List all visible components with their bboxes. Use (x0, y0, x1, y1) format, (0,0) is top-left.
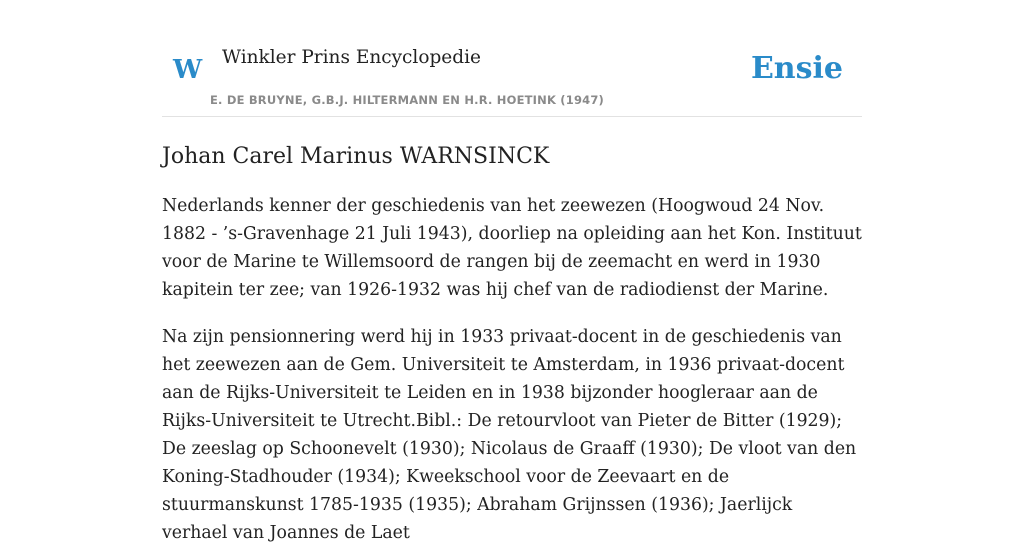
source-authors: E. DE BRUYNE, G.B.J. HILTERMANN EN H.R. HOETINK (1947) (210, 93, 605, 107)
article-paragraph: Nederlands kenner der geschiedenis van het zeewezen (Hoogwoud 24 Nov. 1882 - ’s-Gravenhage 21 Juli 1943), doorliep na opleiding aan het Kon. Instituut voor de Marine te Willemsoord de rangen bij de zeemacht en werd in 1930 kapitein ter zee; van 1926-1932 was hij chef van de radiodienst der Marine. (162, 196, 862, 300)
page-container (162, 0, 862, 547)
source-title[interactable]: Winkler Prins Encyclopedie (222, 47, 481, 68)
article-paragraph: Na zijn pensionnering werd hij in 1933 privaat-docent in de geschiedenis van het zeewezen aan de Gem. Universiteit te Amsterdam, in 1936 privaat-docent aan de Rijks-Universiteit te Leiden en in 1938 bijzonder hoogleraar aan de Rijks-Universiteit te Utrecht.Bibl.: De retourvloot van Pieter de Bitter (1929); De zeeslag op Schoonevelt (1930); Nicolaus de Graaff (1930); De vloot van den Koning-Stadhouder (1934); Kweekschool voor de Zeevaart en de stuurmanskunst 1785-1935 (1935); Abraham Grijnssen (1936); Jaerlijck verhael van Joannes de Laet (162, 327, 857, 543)
source-logo[interactable]: W (173, 55, 203, 85)
article-title: Johan Carel Marinus WARNSINCK (162, 144, 550, 169)
ensie-brand-logo[interactable]: Ensie (750, 51, 843, 86)
source-header (162, 0, 862, 117)
